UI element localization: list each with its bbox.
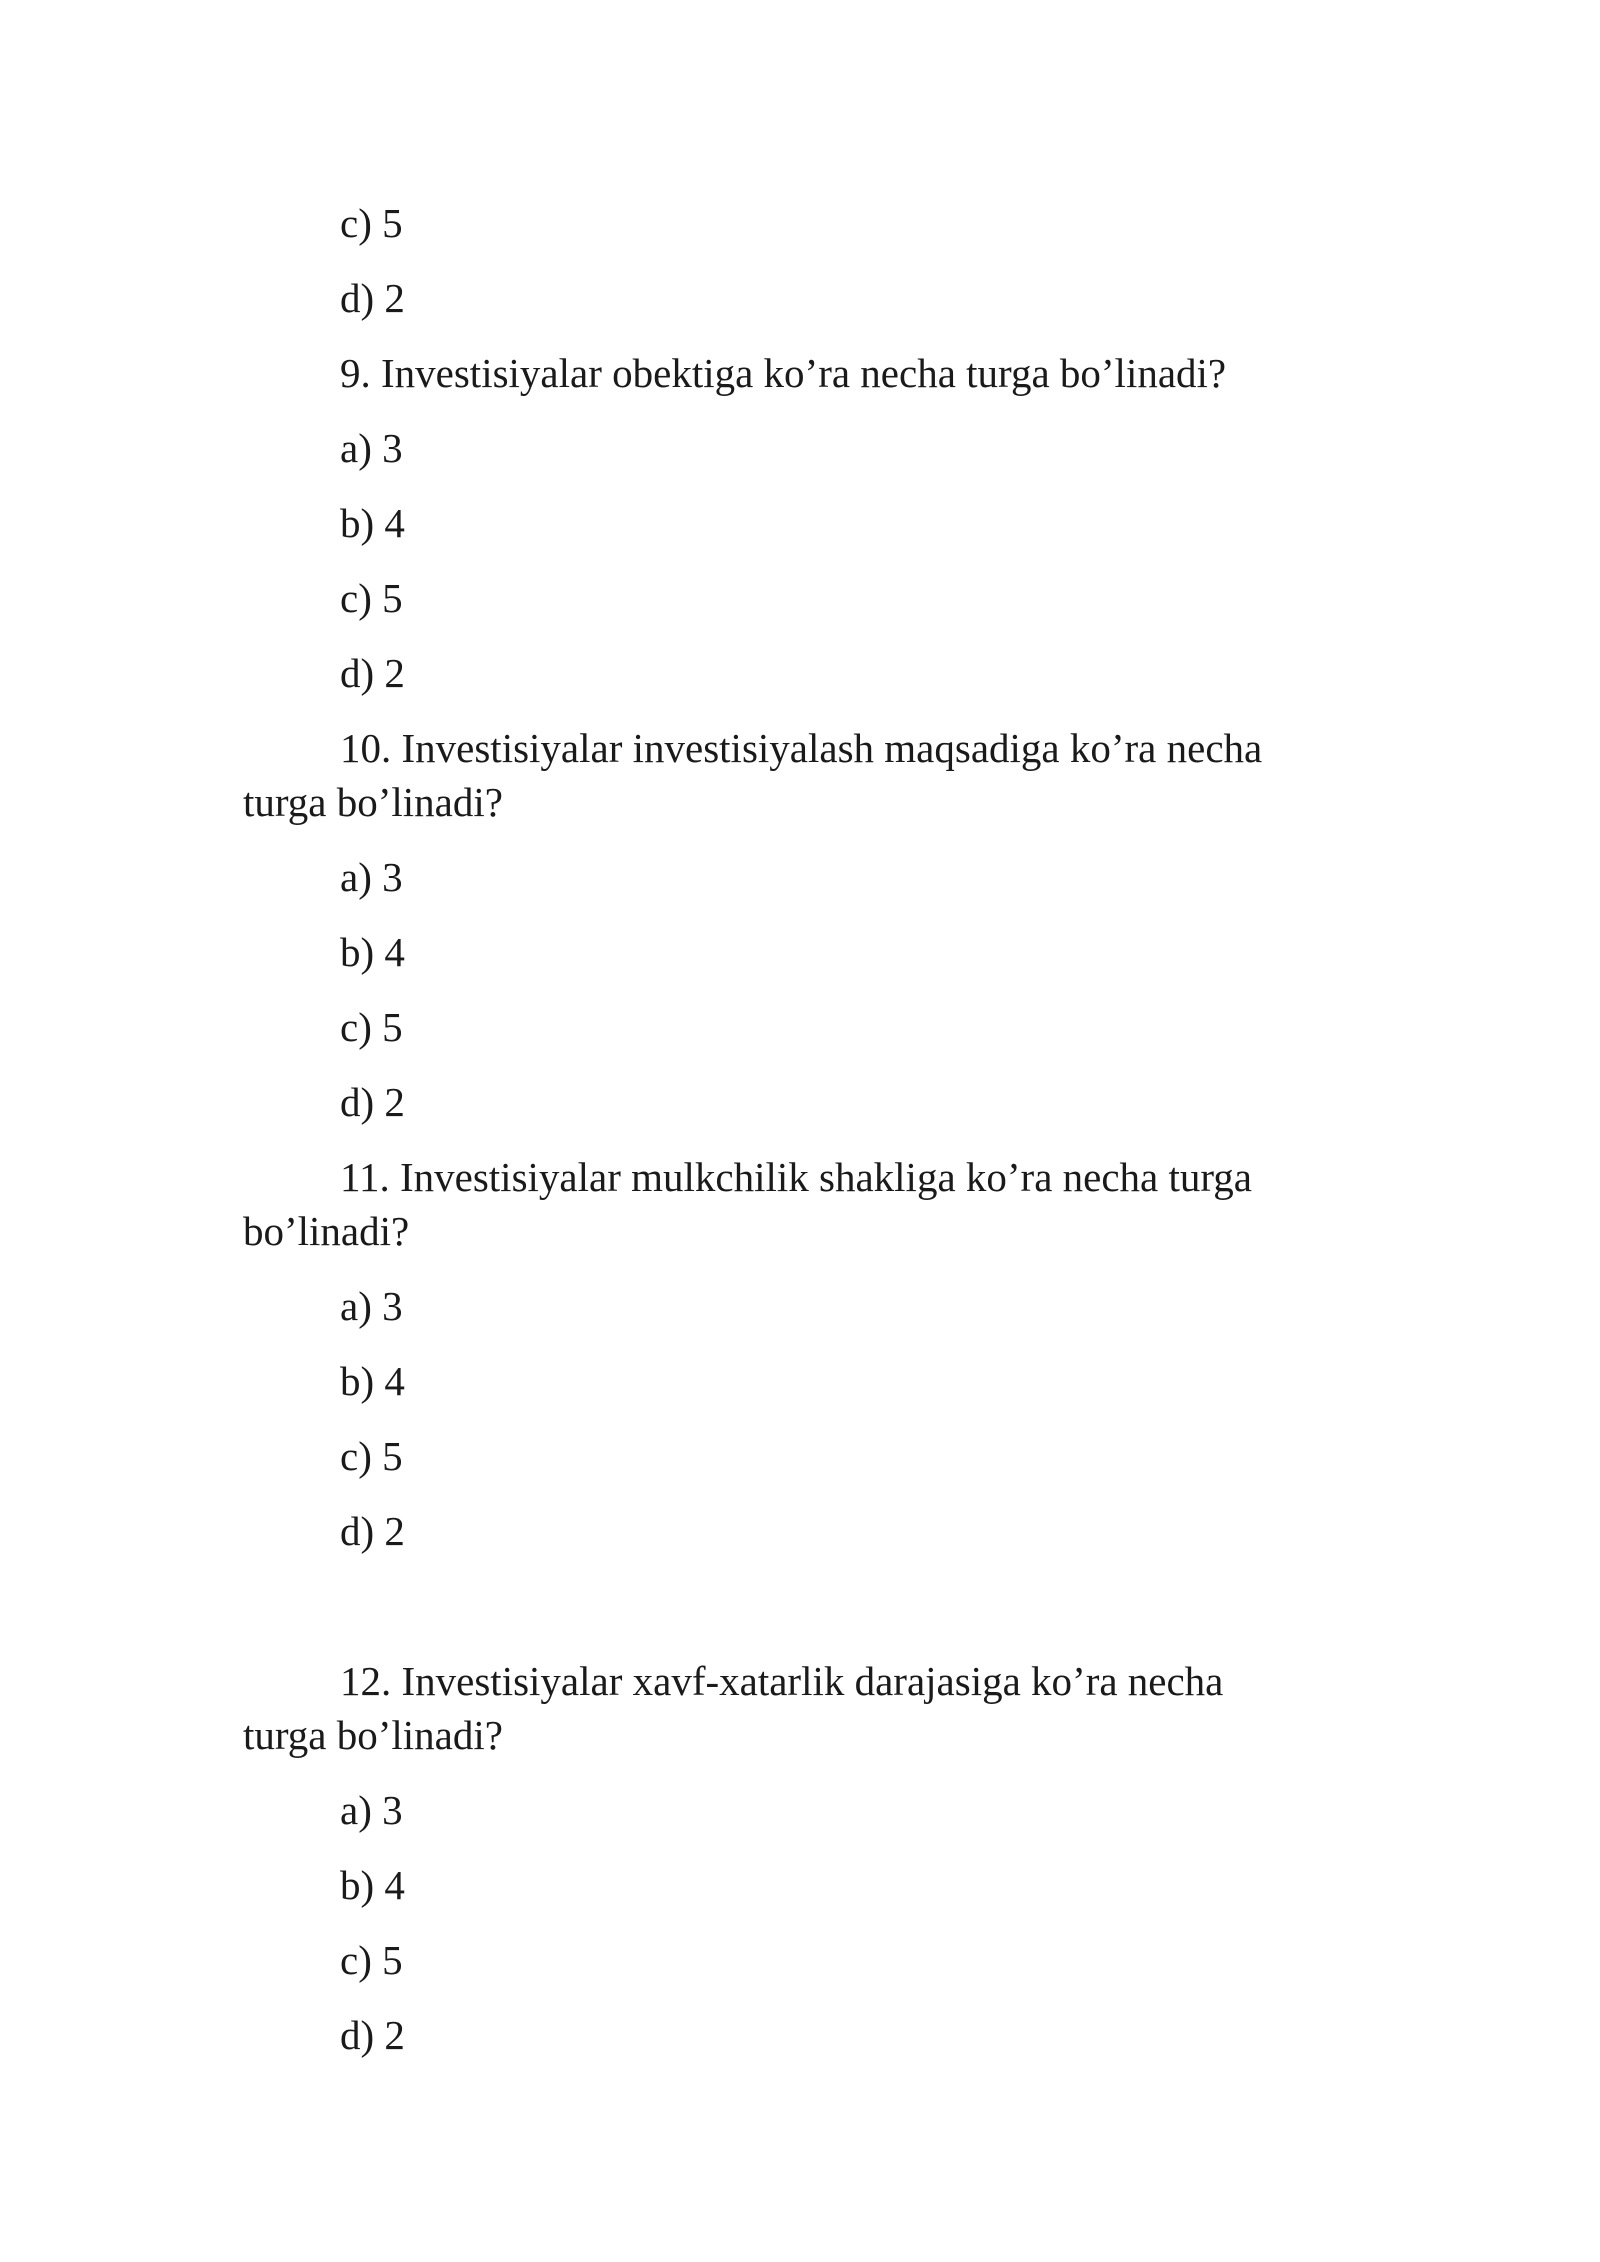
option-c: c) 5 <box>340 1004 403 1050</box>
option-c: c) 5 <box>340 1937 403 1983</box>
question-10-text-continued: turga bo’linadi? <box>243 779 503 825</box>
option-b: b) 4 <box>340 500 405 546</box>
option-b: b) 4 <box>340 1358 405 1404</box>
option-d: d) 2 <box>340 1508 405 1554</box>
question-10-text: 10. Investisiyalar investisiyalash maqsadiga ko’ra necha <box>340 725 1263 771</box>
option-a: a) 3 <box>340 1787 403 1833</box>
option-b: b) 4 <box>340 1862 405 1908</box>
option-d: d) 2 <box>340 275 405 321</box>
option-a: a) 3 <box>340 854 403 900</box>
option-a: a) 3 <box>340 425 403 471</box>
option-d: d) 2 <box>340 1079 405 1125</box>
question-12-text-continued: turga bo’linadi? <box>243 1712 503 1758</box>
option-b: b) 4 <box>340 929 405 975</box>
option-a: a) 3 <box>340 1283 403 1329</box>
option-c: c) 5 <box>340 200 403 246</box>
option-c: c) 5 <box>340 575 403 621</box>
option-c: c) 5 <box>340 1433 403 1479</box>
question-12-text: 12. Investisiyalar xavf-xatarlik darajasiga ko’ra necha <box>340 1658 1224 1704</box>
option-d: d) 2 <box>340 2012 405 2058</box>
question-9-text: 9. Investisiyalar obektiga ko’ra necha turga bo’linadi? <box>340 350 1227 396</box>
option-d: d) 2 <box>340 650 405 696</box>
question-11-text-continued: bo’linadi? <box>243 1208 410 1254</box>
question-11-text: 11. Investisiyalar mulkchilik shakliga ko’ra necha turga <box>340 1154 1252 1200</box>
